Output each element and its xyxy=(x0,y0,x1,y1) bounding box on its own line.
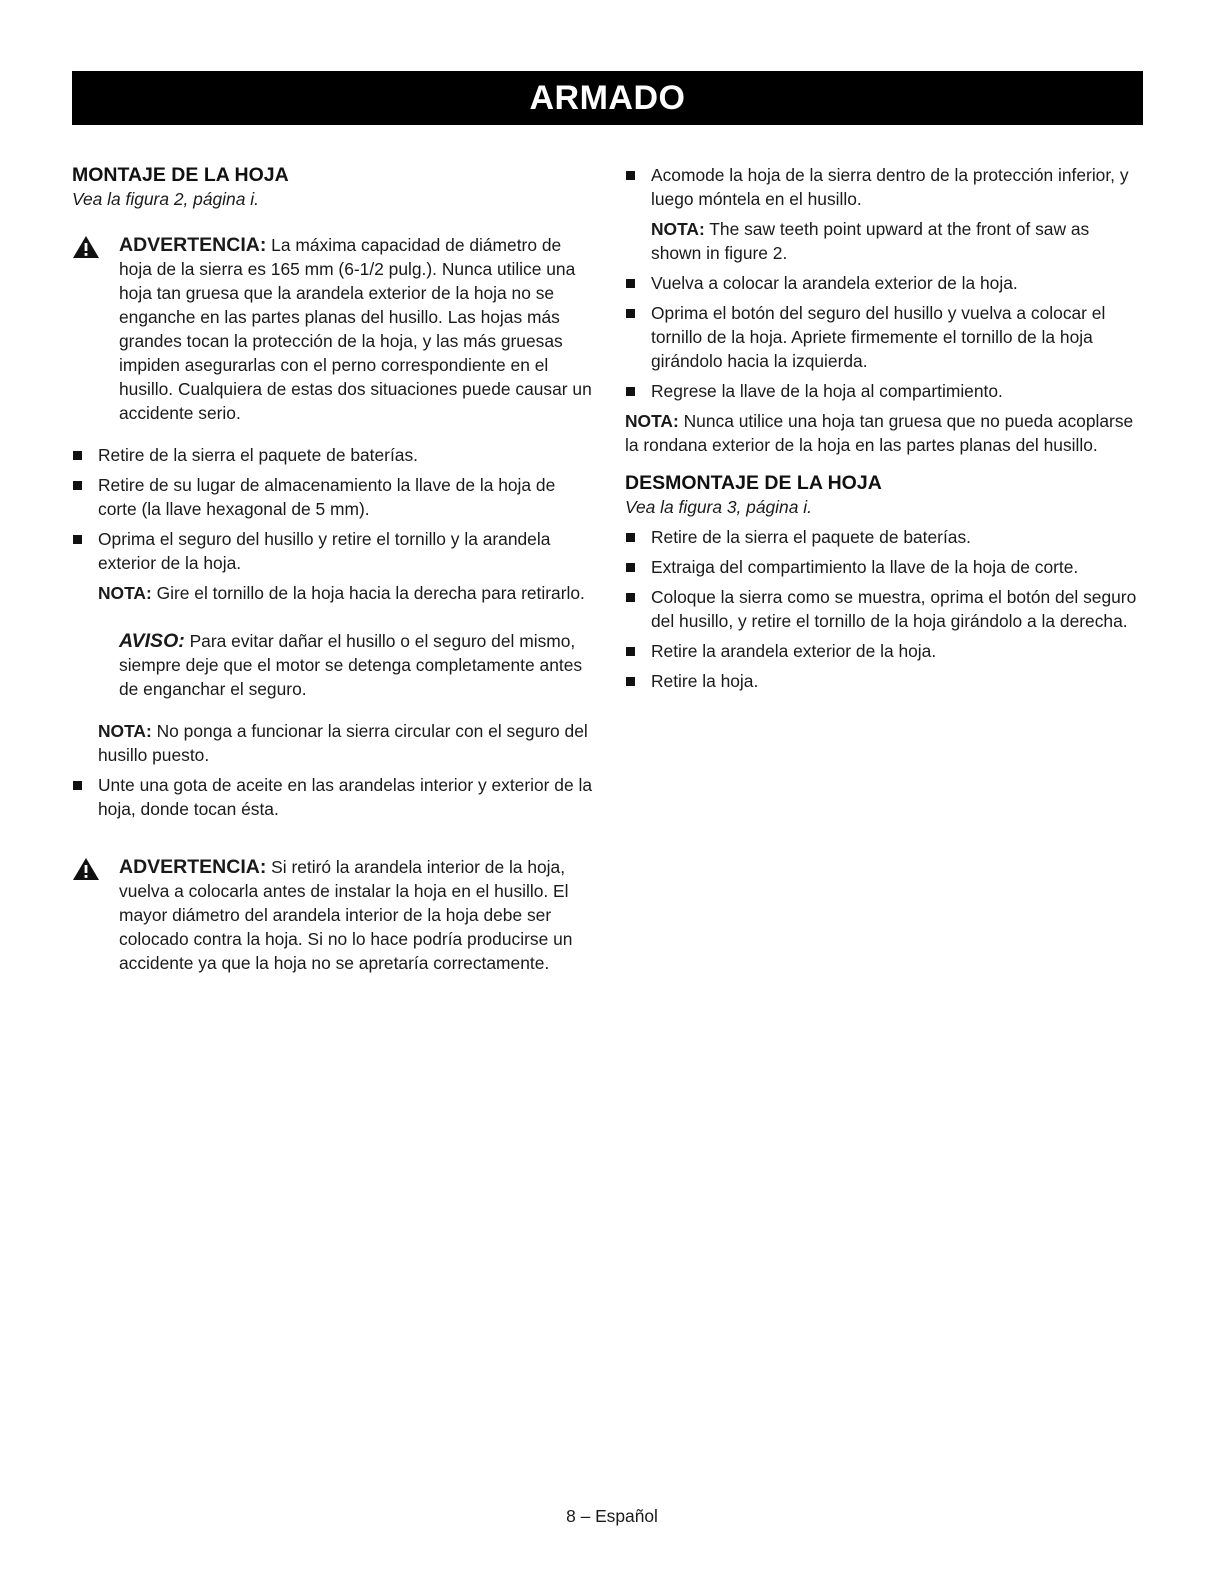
warning-label: ADVERTENCIA: xyxy=(119,856,267,878)
aviso-label: AVISO: xyxy=(119,630,185,652)
page-footer xyxy=(0,1506,1224,1527)
warning-text: La máxima capacidad de diámetro de hoja de la sierra es 165 mm (6-1/2 pulg.). Nunca utilice una hoja tan gruesa que la arandela exterior de la hoja no se enganche en las partes planas del husillo. Las hojas más grandes tocan la protección de la hoja, y las más gruesas impiden asegurarlas con el perno correspondiente en el husillo. Cualquiera de estas dos situaciones puede causar un accidente serio. xyxy=(119,235,592,423)
page-number: 8 – Español xyxy=(566,1506,658,1526)
note-do-not-run xyxy=(72,719,592,767)
list-item: Acomode la hoja de la sierra dentro de la protección inferior, y luego móntela en el husillo. xyxy=(625,163,1143,211)
heading-montaje: MONTAJE DE LA HOJA xyxy=(72,164,289,186)
figure-ref-3: Vea la figura 3, página i. xyxy=(625,497,812,517)
section-banner xyxy=(72,71,1143,125)
warning-triangle-icon xyxy=(72,857,100,881)
list-item: Vuelva a colocar la arandela exterior de la hoja. xyxy=(625,271,1143,295)
list-item: Retire de su lugar de almacenamiento la llave de la hoja de corte (la llave hexagonal de 5 mm). xyxy=(72,473,592,521)
warning-blade-capacity xyxy=(72,233,592,425)
note-saw-teeth xyxy=(625,217,1143,265)
list-item: Retire la arandela exterior de la hoja. xyxy=(625,639,1143,663)
note-blade-thickness xyxy=(625,409,1143,457)
right-column xyxy=(625,163,1143,693)
note-text: Nunca utilice una hoja tan gruesa que no pueda acoplarse la rondana exterior de la hoja en las partes planas del husillo. xyxy=(625,411,1134,455)
list-item: Retire de la sierra el paquete de baterías. xyxy=(72,443,592,467)
note-label: NOTA: xyxy=(98,721,152,741)
note-text: The saw teeth point upward at the front of saw as shown in figure 2. xyxy=(651,219,1090,263)
note-label: NOTA: xyxy=(98,583,152,603)
list-item: Unte una gota de aceite en las arandelas interior y exterior de la hoja, donde tocan ésta. xyxy=(72,773,592,821)
warning-text: Si retiró la arandela interior de la hoja, vuelva a colocarla antes de instalar la hoja en el husillo. El mayor diámetro del arandela interior de la hoja debe ser colocado contra la hoja. Si no lo hace podría producirse un accidente ya que la hoja no se apretaría correctamente. xyxy=(119,857,573,973)
warning-label: ADVERTENCIA: xyxy=(119,234,267,256)
note-label: NOTA: xyxy=(625,411,679,431)
list-item: Oprima el seguro del husillo y retire el tornillo y la arandela exterior de la hoja. xyxy=(72,527,592,575)
note-text: Gire el tornillo de la hoja hacia la derecha para retirarlo. xyxy=(151,583,585,603)
section-title: ARMADO xyxy=(529,78,686,117)
list-item: Retire la hoja. xyxy=(625,669,1143,693)
warning-triangle-icon xyxy=(72,235,100,259)
aviso-text: Para evitar dañar el husillo o el seguro del mismo, siempre deje que el motor se detenga completamente antes de enganchar el seguro. xyxy=(119,631,583,699)
list-item: Coloque la sierra como se muestra, oprima el botón del seguro del husillo, y retire el tornillo de la hoja girándolo a la derecha. xyxy=(625,585,1143,633)
warning-inner-washer xyxy=(72,855,592,975)
list-item: Oprima el botón del seguro del husillo y vuelva a colocar el tornillo de la hoja. Apriete firmemente el tornillo de la hoja girándolo hacia la izquierda. xyxy=(625,301,1143,373)
note-label: NOTA: xyxy=(651,219,705,239)
figure-ref-2: Vea la figura 2, página i. xyxy=(72,189,259,209)
list-item: Extraiga del compartimiento la llave de la hoja de corte. xyxy=(625,555,1143,579)
aviso-spindle-lock xyxy=(72,629,592,701)
list-item: Regrese la llave de la hoja al compartimiento. xyxy=(625,379,1143,403)
note-remove-screw xyxy=(72,581,592,605)
left-column xyxy=(72,163,592,975)
heading-desmontaje: DESMONTAJE DE LA HOJA xyxy=(625,472,882,494)
list-item: Retire de la sierra el paquete de baterías. xyxy=(625,525,1143,549)
note-text: No ponga a funcionar la sierra circular con el seguro del husillo puesto. xyxy=(98,721,588,765)
